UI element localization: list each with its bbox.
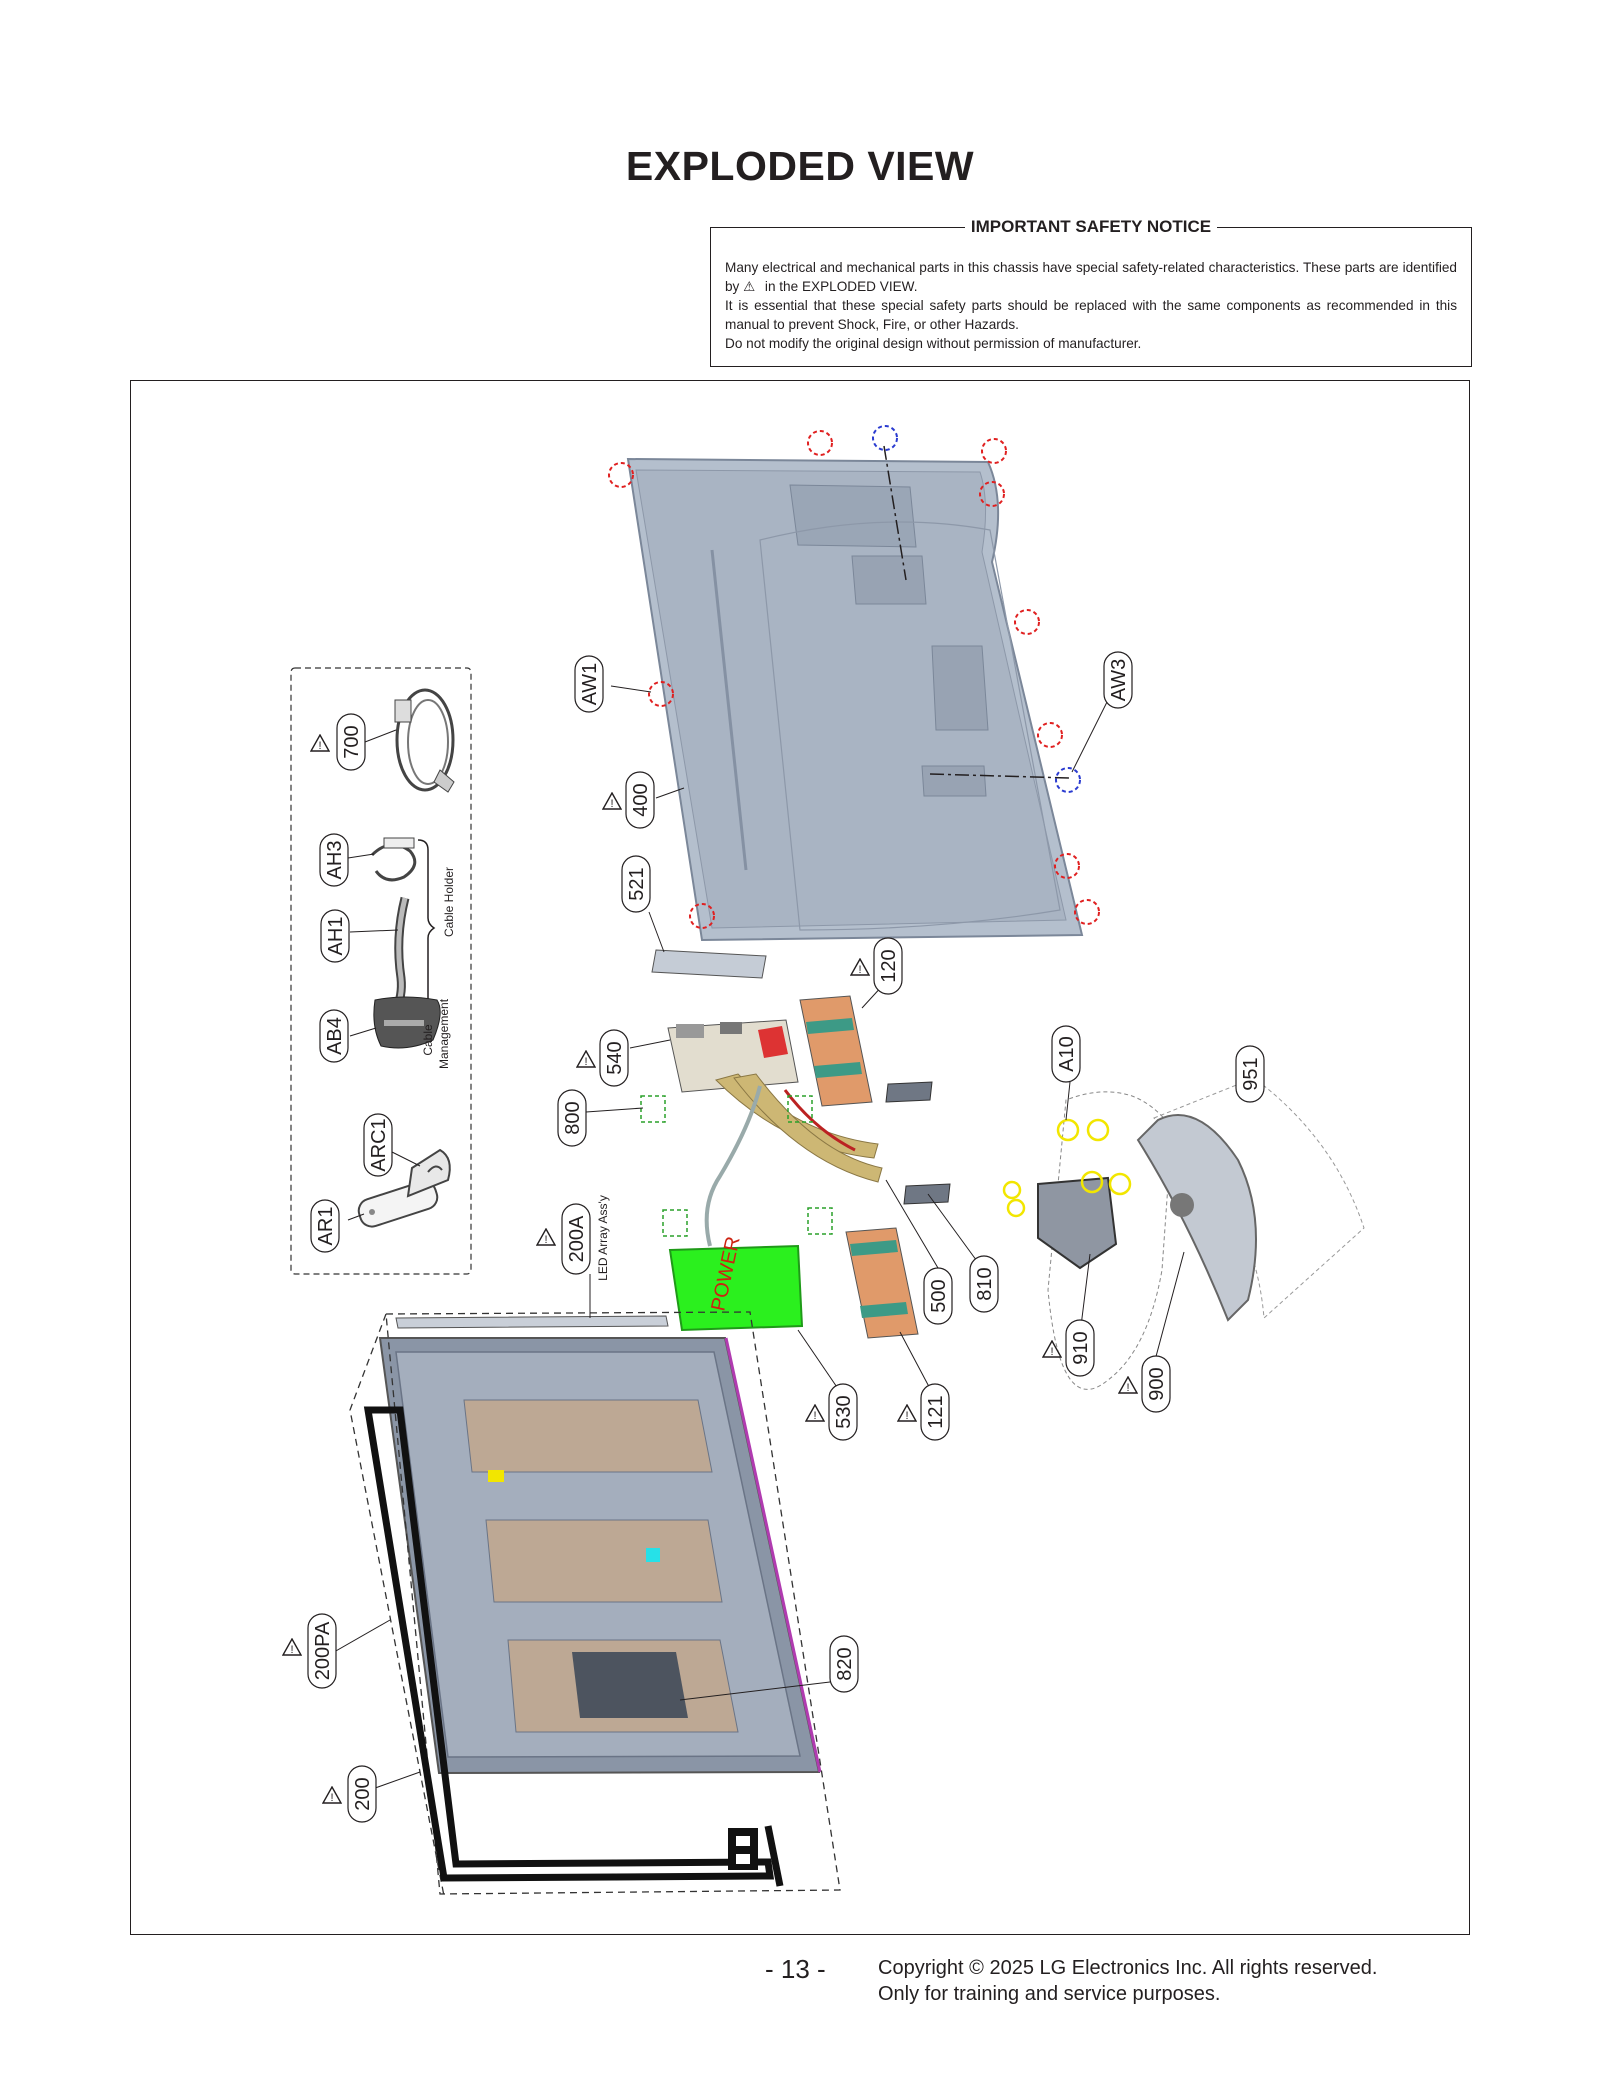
- svg-text:810: 810: [974, 1267, 996, 1301]
- clip-markers: [641, 1096, 832, 1236]
- svg-text:200PA: 200PA: [312, 1621, 334, 1681]
- part-label-820: [830, 1636, 858, 1692]
- notice-line2: It is essential that these special safety parts should be replaced with the same components as recommended in this manual to prevent Shock, Fire, or other Hazards.: [725, 298, 1457, 332]
- svg-text:AH3: AH3: [324, 840, 346, 880]
- cable-management-caption-1: Cable: [421, 1024, 435, 1056]
- part-label-AR1: [311, 1200, 339, 1252]
- svg-text:530: 530: [833, 1395, 855, 1429]
- bracket-810-illustration: [886, 1082, 932, 1102]
- svg-text:121: 121: [925, 1395, 947, 1429]
- svg-text:951: 951: [1240, 1057, 1262, 1091]
- part-label-540: [577, 1030, 628, 1086]
- cable-holder-caption: Cable Holder: [442, 866, 456, 938]
- warning-icon-200: [323, 1787, 341, 1804]
- part-label-200A: [537, 1204, 590, 1274]
- svg-text:500: 500: [928, 1279, 950, 1313]
- svg-text:200A: 200A: [566, 1215, 588, 1263]
- warning-icon-200A: [537, 1229, 555, 1246]
- part-label-AW1: [575, 656, 603, 712]
- svg-text:400: 400: [630, 783, 652, 817]
- warning-icon-121: [898, 1405, 916, 1422]
- part-label-400: [603, 772, 654, 828]
- warning-icon-900: [1119, 1377, 1137, 1394]
- power-board-label: POWER: [707, 1234, 745, 1314]
- svg-text:900: 900: [1146, 1367, 1168, 1401]
- power-cord-illustration: [395, 690, 454, 792]
- part-label-810: [970, 1256, 998, 1312]
- svg-text:800: 800: [562, 1101, 584, 1135]
- part-label-200: [323, 1766, 376, 1822]
- warning-icon-540: [577, 1051, 595, 1068]
- notice-line3: Do not modify the original design without permission of manufacturer.: [725, 336, 1142, 351]
- svg-text:ARC1: ARC1: [368, 1118, 390, 1172]
- part-label-521: [622, 856, 650, 912]
- accessory-box: [291, 668, 471, 1274]
- part-label-900: [1119, 1356, 1170, 1412]
- warning-icon-700: [311, 735, 329, 752]
- part-label-951: [1236, 1046, 1264, 1102]
- bracket-521-illustration: [652, 950, 766, 978]
- part-label-700: [311, 714, 365, 770]
- copyright-line-2: Only for training and service purposes.: [878, 1983, 1221, 2005]
- svg-text:120: 120: [878, 949, 900, 983]
- led-array-caption: LED Array Ass'y: [596, 1195, 610, 1281]
- part-label-910: [1043, 1320, 1094, 1376]
- copyright-line-1: Copyright © 2025 LG Electronics Inc. All rights reserved.: [878, 1957, 1378, 1979]
- svg-text:521: 521: [626, 867, 648, 901]
- led-array-illustration: [396, 1316, 668, 1328]
- warning-icon-400: [603, 793, 621, 810]
- svg-text:AB4: AB4: [324, 1017, 346, 1055]
- page-number: - 13 -: [765, 1954, 826, 1984]
- svg-text:AW1: AW1: [579, 662, 601, 706]
- svg-text:910: 910: [1070, 1331, 1092, 1365]
- svg-text:AR1: AR1: [315, 1206, 337, 1246]
- svg-text:540: 540: [604, 1041, 626, 1075]
- part-label-800: [558, 1090, 586, 1146]
- part-label-AH3: [320, 834, 348, 886]
- back-cover-illustration: [628, 446, 1082, 940]
- notice-line1-post: in the EXPLODED VIEW.: [764, 279, 918, 294]
- cable-holder-ah3-illustration: [372, 838, 415, 880]
- warning-icon-530: [806, 1405, 824, 1422]
- part-label-ARC1: [364, 1114, 392, 1176]
- part-label-530: [806, 1384, 857, 1440]
- warning-icon-200PA: [283, 1639, 301, 1656]
- svg-text:200: 200: [352, 1777, 374, 1811]
- safety-warning-icon: ⚠: [743, 279, 756, 294]
- svg-text:AH1: AH1: [325, 916, 347, 956]
- svg-text:820: 820: [834, 1647, 856, 1681]
- part-label-AW3: [1104, 652, 1132, 708]
- speaker-121-illustration: [846, 1228, 918, 1338]
- svg-text:A10: A10: [1056, 1036, 1078, 1072]
- part-label-AH1: [321, 910, 349, 962]
- notice-line1-pre: Many electrical and mechanical parts in this chassis have special safety-related characteristics. These parts are identified by: [725, 260, 1457, 294]
- cable-holder-brace: [418, 840, 434, 1016]
- svg-text:AW3: AW3: [1108, 658, 1130, 702]
- cable-management-caption-2: Management: [437, 998, 451, 1070]
- page-title: EXPLODED VIEW: [625, 143, 975, 189]
- display-panel-illustration: [380, 1338, 820, 1773]
- warning-icon-910: [1043, 1341, 1061, 1358]
- speaker-120-illustration: [800, 996, 872, 1106]
- part-label-500: [924, 1268, 952, 1324]
- part-label-A10: [1052, 1026, 1080, 1082]
- part-label-200PA: [283, 1614, 336, 1688]
- power-board-illustration: [670, 1235, 802, 1330]
- safety-notice-title: IMPORTANT SAFETY NOTICE: [965, 217, 1217, 236]
- part-label-AB4: [320, 1010, 348, 1062]
- part-label-120: [851, 938, 902, 994]
- part-label-121: [898, 1384, 949, 1440]
- warning-icon-120: [851, 959, 869, 976]
- svg-text:700: 700: [341, 725, 363, 759]
- copyright: [878, 1955, 1377, 2007]
